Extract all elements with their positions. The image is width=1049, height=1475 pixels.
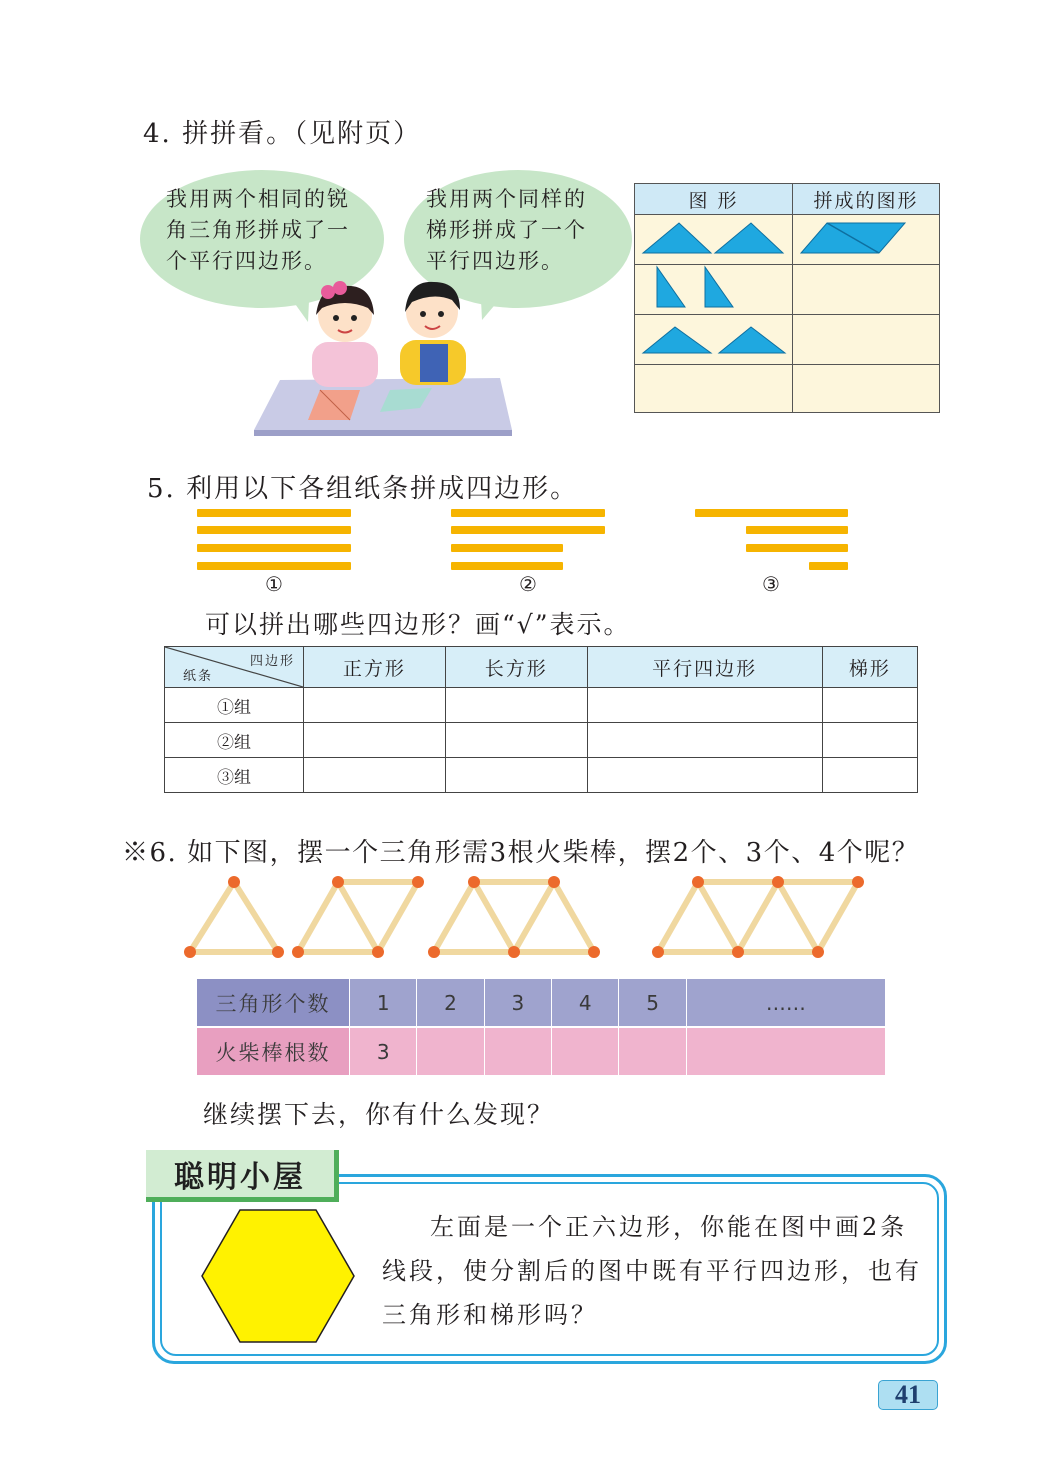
count-cell: …… [686,979,885,1027]
answer-cell[interactable] [445,688,587,723]
q5-heading: 5. 利用以下各组纸条拼成四边形。 [147,474,579,504]
paper-strip [197,509,351,517]
corner-bottom-label: 纸条 [183,669,214,684]
regular-hexagon [198,1206,358,1346]
col-header: 梯形 [822,647,917,688]
paper-strip [451,562,563,570]
answer-cell[interactable] [445,758,587,793]
bubble-line: 梯形拼成了一个 [426,218,587,242]
triangle-count-row [197,979,885,1027]
row-header: 三角形个数 [197,979,350,1027]
q5-question: 可以拼出哪些四边形？画“√”表示。 [205,610,631,639]
stick-cell: 3 [350,1027,417,1075]
shape-cell [635,215,793,265]
answer-cell[interactable] [587,723,822,758]
answer-cell[interactable] [587,688,822,723]
table-row [165,688,918,723]
paper-strip [809,562,848,570]
matchstick-figures [176,868,876,968]
q6-followup: 继续摆下去，你有什么发现？ [203,1100,555,1129]
shape-table [634,183,940,413]
result-cell [793,315,940,365]
paper-strip [197,562,351,570]
q4-heading: 4. 拼拼看。（见附页） [143,119,422,149]
paper-strip [451,509,605,517]
stick-cell[interactable] [686,1027,885,1075]
col-header-result: 拼成的图形 [793,184,940,215]
paper-strip [451,526,605,534]
shape-cell [635,315,793,365]
bubble-line: 个平行四边形。 [166,249,327,273]
count-cell: 5 [619,979,686,1027]
row-header: 火柴棒根数 [197,1027,350,1075]
clever-house-question: 左面是一个正六边形，你能在图中画2条线段，使分割后的图中既有平行四边形，也有三角形和梯形吗？ [382,1213,922,1329]
quadrilateral-table [164,646,918,793]
isosceles-triangles-pair [635,315,791,360]
paper-strip [197,526,351,534]
children-illustration [250,270,520,440]
table-row [165,723,918,758]
count-cell: 2 [417,979,484,1027]
result-cell [793,215,940,265]
row-label: ③组 [165,758,304,793]
bubble-line: 平行四边形。 [426,249,564,273]
bubble-line: 我用两个同样的 [426,187,587,211]
page-number: 41 [878,1380,938,1410]
answer-cell[interactable] [304,688,446,723]
answer-cell[interactable] [822,688,917,723]
row-label: ①组 [165,688,304,723]
group-label-3: ③ [762,572,780,596]
col-header-shape: 图 形 [635,184,793,215]
count-cell: 3 [484,979,551,1027]
clever-house-text [382,1205,930,1337]
stick-cell[interactable] [552,1027,619,1075]
answer-cell[interactable] [587,758,822,793]
result-cell [793,365,940,413]
q6-heading: ※6. 如下图，摆一个三角形需3根火柴棒，摆2个、3个、4个呢？ [122,838,920,868]
matchstick-table [197,979,885,1075]
shape-cell [635,365,793,413]
result-cell [793,265,940,315]
matchsticks [190,882,858,952]
stick-cell[interactable] [417,1027,484,1075]
bubble-line: 我用两个相同的锐 [166,187,350,211]
match-heads [184,876,864,958]
paper-strip [746,544,848,552]
col-header: 平行四边形 [587,647,822,688]
col-header: 长方形 [445,647,587,688]
col-header: 正方形 [304,647,446,688]
stick-cell[interactable] [484,1027,551,1075]
group-label-1: ① [265,572,283,596]
paper-strip [746,526,848,534]
obtuse-triangles-pair [635,215,791,260]
count-cell: 4 [552,979,619,1027]
group-label-2: ② [519,572,537,596]
answer-cell[interactable] [445,723,587,758]
answer-cell[interactable] [304,758,446,793]
stick-cell[interactable] [619,1027,686,1075]
paper-strip [451,544,563,552]
answer-cell[interactable] [822,758,917,793]
bubble-line: 角三角形拼成了一 [166,218,350,242]
shape-cell [635,265,793,315]
stick-count-row [197,1027,885,1075]
corner-header [165,647,304,688]
clever-house-title: 聪明小屋 [146,1150,339,1202]
paper-strip [197,544,351,552]
parallelogram-result [793,215,939,260]
row-label: ②组 [165,723,304,758]
corner-top-label: 四边形 [249,654,295,669]
right-triangles-pair [635,265,791,310]
table-row [165,758,918,793]
answer-cell[interactable] [304,723,446,758]
count-cell: 1 [350,979,417,1027]
answer-cell[interactable] [822,723,917,758]
paper-strip [695,509,848,517]
